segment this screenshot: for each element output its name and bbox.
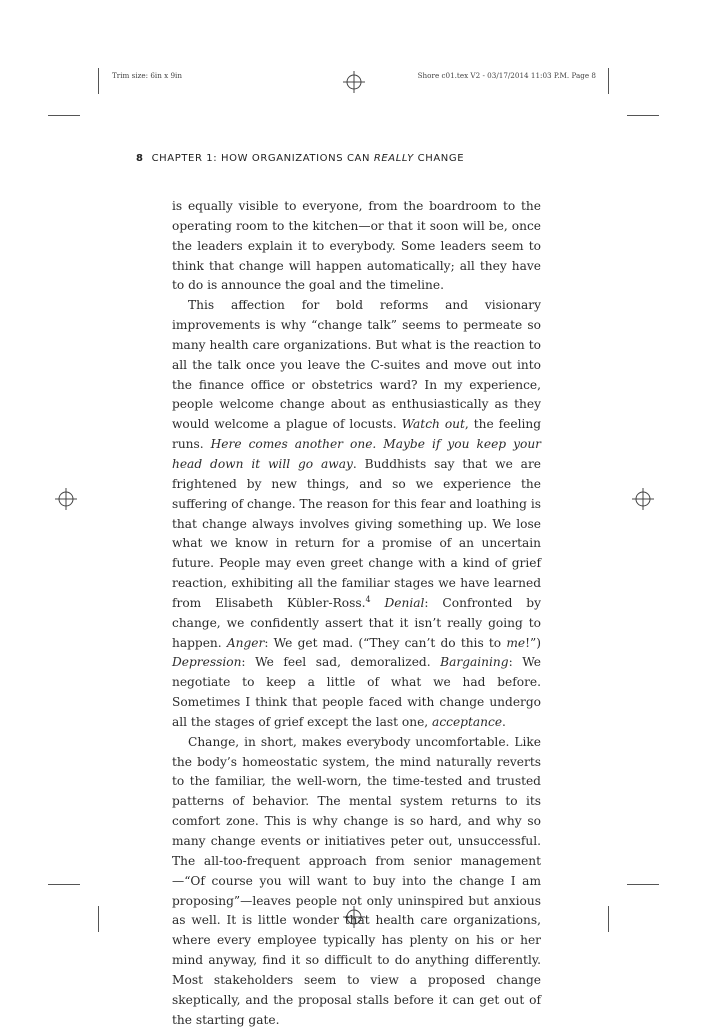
emphasis-text: acceptance bbox=[432, 714, 503, 729]
crop-mark-top-left-horizontal bbox=[48, 115, 80, 116]
text-run: : We get mad. (“They can’t do this to bbox=[264, 635, 507, 650]
trim-size-slug: Trim size: 6in x 9in bbox=[112, 71, 182, 80]
crop-mark-bottom-right-vertical bbox=[608, 906, 609, 932]
registration-mark-right-icon bbox=[632, 488, 654, 510]
footnote-reference: 4 bbox=[365, 594, 371, 604]
emphasis-text: me bbox=[506, 635, 526, 650]
paragraph bbox=[172, 296, 541, 733]
emphasis-text: Depression bbox=[172, 655, 242, 670]
crop-mark-top-right-horizontal bbox=[627, 115, 659, 116]
crop-mark-bottom-left-horizontal bbox=[48, 884, 80, 885]
running-head bbox=[136, 153, 464, 164]
body-text bbox=[172, 197, 541, 1030]
page-number: 8 bbox=[136, 153, 144, 164]
paragraph bbox=[172, 733, 541, 1030]
emphasis-text: Here comes another one. Maybe if you keep your head down it will go away bbox=[172, 437, 541, 471]
text-run bbox=[371, 596, 385, 610]
text-run: This affection for bold reforms and visionary improvements is why “change talk” seems to permeate so many health care organizations. But what is the reaction to all the talk once you leave the C-suites and move out into the finance office or obstetrics ward? In my experience, people welcome change about as enthusiastically as they would welcome a plague of locusts. bbox=[172, 298, 541, 432]
emphasis-text: Denial bbox=[384, 595, 425, 610]
text-run: : We negotiate to keep a little of what we had before. Sometimes I think that people faced with change undergo all the stages of grief except the last one, bbox=[172, 655, 541, 729]
text-run: . Buddhists say that we are frightened by new things, and so we experience the suffering of change. The reason for this fear and loathing is that change always involves giving something up. We lose what we know in return for a promise of an uncertain future. People may even greet change with a kind of grief reaction, exhibiting all the familiar stages we have learned from Elisabeth Kübler-Ross. bbox=[172, 456, 541, 610]
text-run: is equally visible to everyone, from the boardroom to the operating room to the kitchen—or that it soon will be, once the leaders explain it to everybody. Some leaders seem to think that change will happen automatically; all they have to do is announce the goal and the timeline. bbox=[172, 199, 541, 293]
crop-mark-bottom-right-horizontal bbox=[627, 884, 659, 885]
crop-mark-top-right-vertical bbox=[608, 68, 609, 94]
emphasis-text: Watch out bbox=[401, 417, 465, 432]
crop-mark-top-left-vertical bbox=[98, 68, 99, 94]
running-head-title: CHAPTER 1: HOW ORGANIZATIONS CAN REALLY CHANGE bbox=[151, 153, 465, 164]
file-info-slug: Shore c01.tex V2 - 03/17/2014 11:03 P.M. Page 8 bbox=[417, 71, 596, 80]
registration-mark-top-icon bbox=[343, 71, 365, 93]
text-run: !”) bbox=[525, 635, 541, 650]
emphasis-text: Anger bbox=[226, 635, 265, 650]
emphasis-text: Bargaining bbox=[440, 655, 509, 670]
crop-mark-bottom-left-vertical bbox=[98, 906, 99, 932]
text-run: , the feeling runs. bbox=[172, 417, 542, 452]
text-run: . bbox=[502, 714, 506, 729]
text-run: : We feel sad, demoralized. bbox=[241, 655, 441, 670]
registration-mark-left-icon bbox=[55, 488, 77, 510]
text-run: : Confronted by change, we confidently assert that it isn’t really going to happen. bbox=[172, 595, 541, 650]
text-run: Change, in short, makes everybody uncomfortable. Like the body’s homeostatic system, the mind naturally reverts to the familiar, the well-worn, the time-tested and trusted patterns of behavior. The mental system returns to its comfort zone. This is why change is so hard, and why so many change events or initiatives peter out, unsuccessful. The all-too-frequent approach from senior management—“Of course you will want to buy into the change I am proposing”—leaves people not only uninspired but anxious as well. It is little wonder that health care organizations, where every employee typically has plenty on his or her mind anyway, find it so difficult to do anything differently. Most stakeholders seem to view a proposed change skeptically, and the proposal stalls before it can get out of the starting gate. bbox=[172, 734, 541, 1027]
paragraph bbox=[172, 197, 541, 296]
